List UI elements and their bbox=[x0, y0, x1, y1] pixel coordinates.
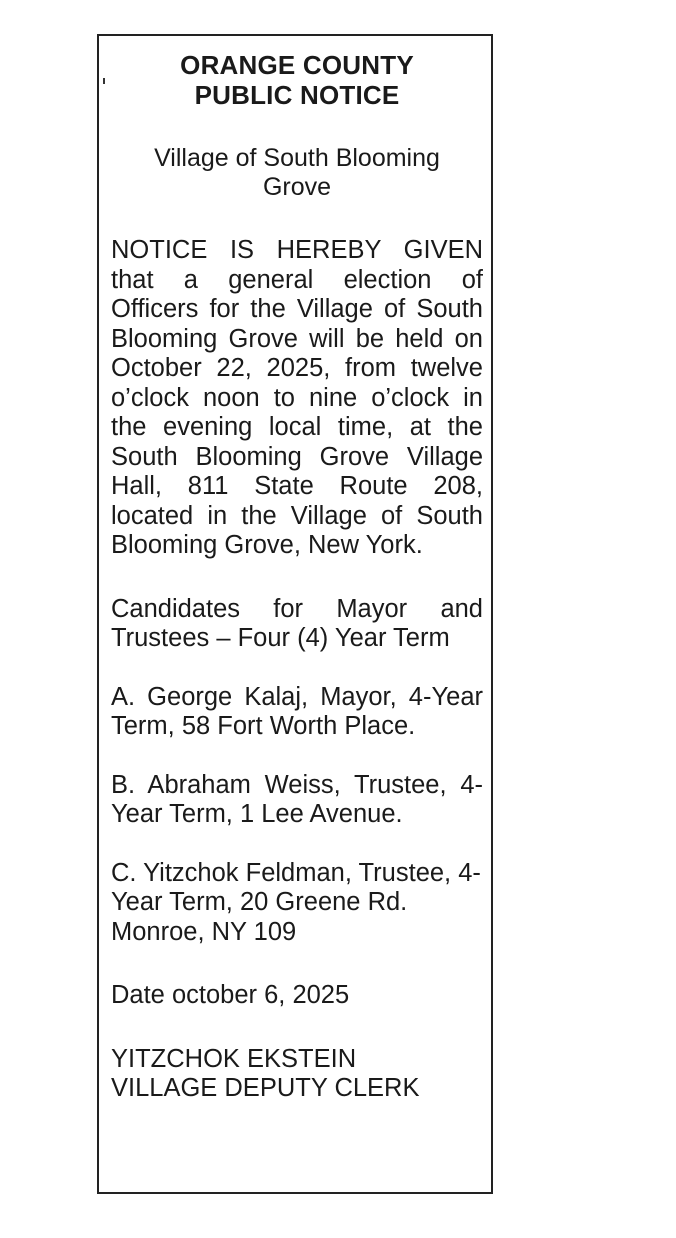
candidates-heading: Candidates for Mayor and Trustees – Four (4) Year Term bbox=[111, 594, 483, 652]
signer-name: YITZCHOK EKSTEIN bbox=[111, 1044, 357, 1073]
public-notice-box bbox=[97, 34, 493, 1194]
candidate-b: B. Abraham Weiss, Trustee, 4-Year Term, 1 Lee Avenue. bbox=[111, 770, 483, 828]
stray-mark bbox=[103, 78, 105, 84]
village-name: Village of South Blooming Grove bbox=[154, 144, 440, 201]
notice-title-county: ORANGE COUNTY bbox=[180, 50, 414, 80]
notice-date: Date october 6, 2025 bbox=[111, 981, 350, 1009]
notice-title-public-notice: PUBLIC NOTICE bbox=[194, 80, 400, 110]
signer-title: VILLAGE DEPUTY CLERK bbox=[111, 1074, 420, 1102]
candidate-a: A. George Kalaj, Mayor, 4-Year Term, 58 Fort Worth Place. bbox=[111, 682, 483, 740]
notice-body: NOTICE IS HEREBY GIVEN that a general election of Officers for the Village of South Blooming Grove will be held on October 22, 2025, from twelve o’clock noon to nine o’clock in the evening local time, at the South Blooming Grove Village Hall, 811 State Route 208, located in the Village of South Blooming Grove, New York. bbox=[111, 236, 483, 559]
candidate-c: C. Yitzchok Feldman, Trustee, 4-Year Term, 20 Greene Rd. Monroe, NY 109 bbox=[111, 858, 481, 946]
